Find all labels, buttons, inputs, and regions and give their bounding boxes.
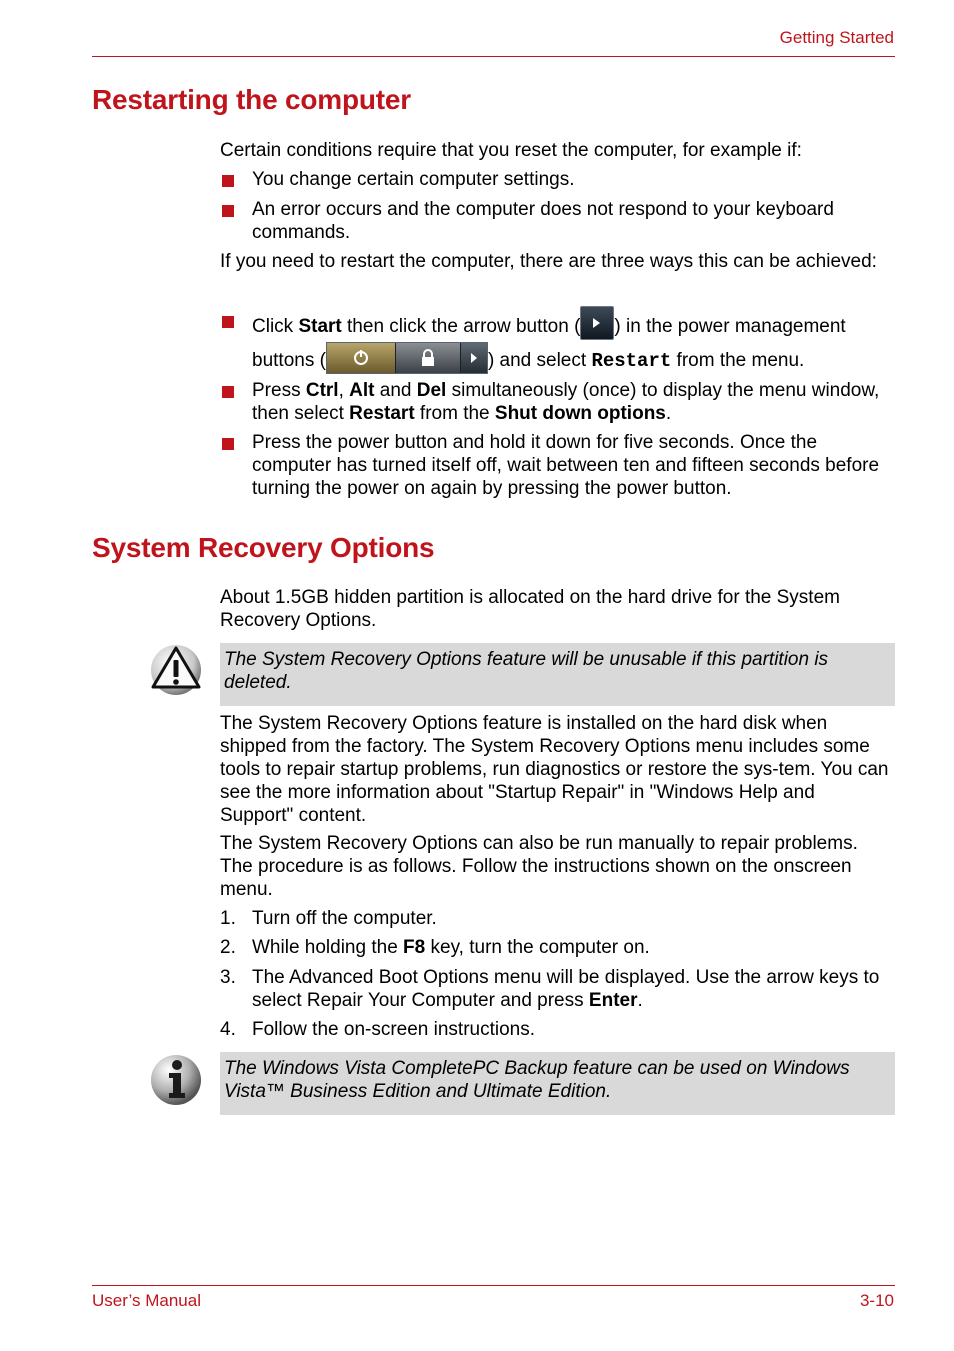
step-item: 4. Follow the on-screen instructions. <box>220 1019 536 1040</box>
recovery-description-paragraph: The System Recovery Options feature is installed on the hard disk when shipped from the factory. The System Recovery Options menu includes some tools to repair startup problems, run diagnostics or restore the sys-tem. You can see the more information about "Startup Repair" in "Windows Help and Support" content. <box>220 713 889 826</box>
header-section-label: Getting Started <box>779 28 894 47</box>
intro-paragraph: Certain conditions require that you reset the computer, for example if: <box>220 140 802 161</box>
info-icon <box>150 1053 204 1112</box>
recovery-intro-paragraph: About 1.5GB hidden partition is allocated on the hard drive for the System Recovery Options. <box>220 587 840 631</box>
recovery-manual-paragraph: The System Recovery Options can also be run manually to repair problems. The procedure is as follows. Follow the instructions shown on the onscreen menu. <box>220 833 858 900</box>
step-item: 3. The Advanced Boot Options menu will be displayed. Use the arrow keys to select Repair Your Computer and press Enter. <box>220 967 880 1011</box>
list-item: You change certain computer settings. <box>220 168 892 191</box>
list-item-way3: Press the power button and hold it down for five seconds. Once the computer has turned itself off, wait between ten and fifteen seconds before turning the power on again by pressing the power button. <box>220 431 892 500</box>
power-icon <box>327 343 395 373</box>
footer-manual-label: User’s Manual <box>92 1291 201 1310</box>
bullet-square-icon <box>222 205 234 217</box>
list-item-way2: Press Ctrl, Alt and Del simultaneously (once) to display the menu window, then select Restart from the Shut down options. <box>220 379 892 425</box>
info-note: The Windows Vista CompletePC Backup feature can be used on Windows Vista™ Business Edition and Ultimate Edition. <box>220 1052 895 1115</box>
arrow-button-icon <box>580 306 614 340</box>
list-item-way1: Click Start then click the arrow button ( ) in the power management buttons ( ) and select Restart from the menu. <box>220 310 892 378</box>
bullet-square-icon <box>222 386 234 398</box>
header-rule <box>92 56 895 57</box>
power-management-buttons-icon <box>326 342 488 374</box>
arrow-icon <box>461 343 487 373</box>
section-title-recovery: System Recovery Options <box>92 532 435 563</box>
step-item: 1. Turn off the computer. <box>220 908 437 929</box>
bullet-square-icon <box>222 175 234 187</box>
bullet-square-icon <box>222 316 234 328</box>
caution-note: The System Recovery Options feature will be unusable if this partition is deleted. <box>220 643 895 706</box>
caution-icon <box>150 643 204 702</box>
step-item: 2. While holding the F8 key, turn the computer on. <box>220 937 650 958</box>
restart-ways-paragraph: If you need to restart the computer, there are three ways this can be achieved: <box>220 251 877 272</box>
section-title-restarting: Restarting the computer <box>92 84 411 115</box>
footer-page-number: 3-10 <box>859 1291 894 1310</box>
list-item: An error occurs and the computer does not respond to your keyboard commands. <box>220 198 892 244</box>
lock-icon <box>396 343 460 373</box>
bullet-square-icon <box>222 438 234 450</box>
footer-rule <box>92 1285 895 1286</box>
